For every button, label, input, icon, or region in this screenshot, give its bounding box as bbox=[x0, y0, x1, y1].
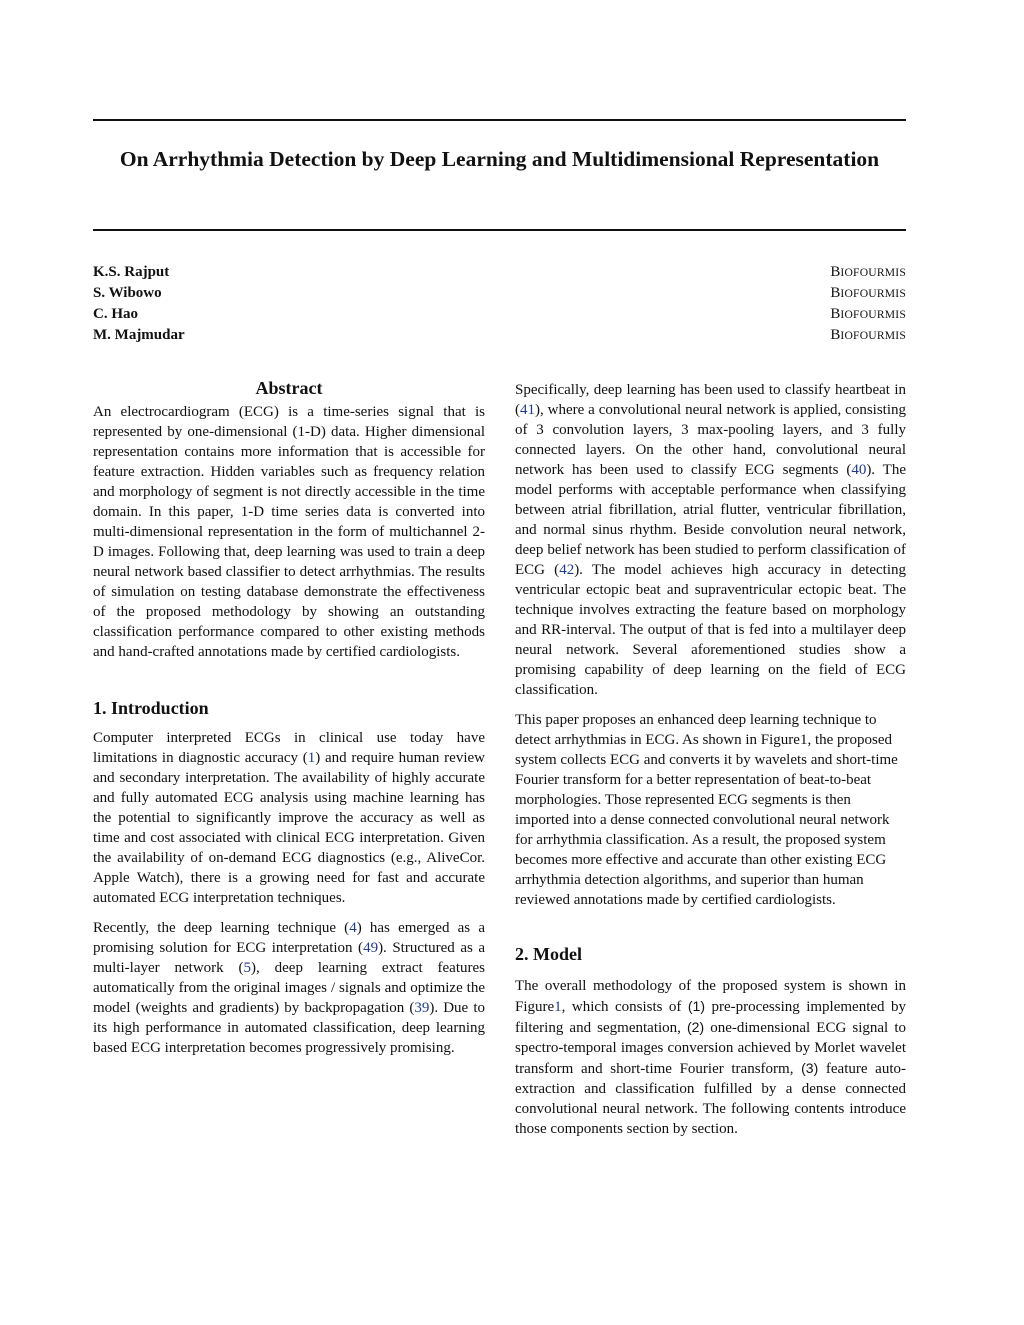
author-affiliation bbox=[830, 325, 906, 346]
citation-link[interactable]: 42 bbox=[559, 562, 575, 578]
citation-link[interactable]: 40 bbox=[851, 462, 867, 478]
author-affiliation bbox=[830, 262, 906, 283]
intro-paragraph-2 bbox=[93, 918, 485, 1058]
right-column bbox=[515, 380, 906, 1139]
author-name: C. Hao bbox=[93, 306, 138, 322]
affiliation-initial: B bbox=[830, 306, 841, 322]
text-run: ). The model performs with acceptable performance when classifying between atrial fibrillation, atrial flutter, ventricular fibrillation, and normal sinus rhythm. Beside convolution neural network, deep belief network has been studied to perform classification of ECG ( bbox=[515, 462, 906, 578]
author-row bbox=[93, 262, 906, 283]
citation-link[interactable]: 39 bbox=[414, 1000, 430, 1016]
model-paragraph bbox=[515, 976, 906, 1139]
text-run: feature auto-extraction and classification fulfilled by a dense connected convolutional neural network. The following contents introduce those components section by section. bbox=[515, 1061, 907, 1137]
citation-link[interactable]: 1 bbox=[307, 750, 316, 766]
affiliation-initial: B bbox=[830, 327, 841, 343]
related-work-paragraph bbox=[515, 380, 906, 700]
enum-marker: (1) bbox=[687, 998, 706, 1014]
text-run: ). Due to its high performance in automated classification, deep learning based ECG interpretation becomes progressively promising. bbox=[93, 1000, 485, 1056]
model-heading: 2. Model bbox=[515, 944, 582, 964]
text-run: pre-processing implemented by filtering and segmentation, bbox=[515, 999, 906, 1036]
introduction-heading: 1. Introduction bbox=[93, 698, 209, 718]
affiliation-rest: IOFOURMIS bbox=[840, 329, 906, 342]
figure-link[interactable]: 1 bbox=[554, 999, 562, 1015]
left-column bbox=[93, 376, 485, 1058]
author-block bbox=[93, 262, 906, 346]
text-run: ) and require human review and secondary interpretation. The availability of highly accurate and fully automated ECG analysis using machine learning has the potential to significantly improve the accuracy as well as time and cost associated with clinical ECG interpretation. Given the availability of on-demand ECG diagnostics (e.g., AliveCor. Apple Watch), there is a growing need for fast and accurate automated ECG interpretation techniques. bbox=[93, 750, 485, 906]
author-row bbox=[93, 283, 906, 304]
text-run: ). Structured as a multi-layer network ( bbox=[93, 940, 485, 976]
author-name: M. Majmudar bbox=[93, 327, 185, 343]
text-run: ), deep learning extract features automatically from the original images / signals and optimize the model (weights and gradients) by backpropagation ( bbox=[93, 960, 485, 1016]
citation-link[interactable]: 41 bbox=[520, 402, 535, 418]
affiliation-rest: IOFOURMIS bbox=[840, 266, 906, 279]
enum-marker: (2) bbox=[687, 1019, 705, 1035]
intro-paragraph-1 bbox=[93, 728, 485, 908]
author-name: S. Wibowo bbox=[93, 285, 162, 301]
top-rule bbox=[93, 119, 906, 121]
author-row bbox=[93, 304, 906, 325]
text-run: one-dimensional ECG signal to spectro-temporal images conversion achieved by Morlet wavelet transform and short-time Fourier transform, bbox=[515, 1020, 906, 1077]
abstract-heading: Abstract bbox=[255, 378, 323, 398]
author-name: K.S. Rajput bbox=[93, 264, 170, 280]
citation-link[interactable]: 5 bbox=[243, 960, 252, 976]
text-run: Computer interpreted ECGs in clinical use today have limitations in diagnostic accuracy ( bbox=[93, 730, 485, 766]
abstract-text: An electrocardiogram (ECG) is a time-series signal that is represented by one-dimensional (1-D) data. Higher dimensional representation contains more information that is accessible for feature extraction. Hidden variables such as frequency relation and morphology of segment is not directly accessible in the time domain. In this paper, 1-D time series data is converted into multi-dimensional representation in the form of multichannel 2-D images. Following that, deep learning was used to train a deep neural network based classifier to detect arrhythmias. The results of simulation on testing database demonstrate the effectiveness of the proposed methodology by showing an outstanding classification performance compared to other existing methods and hand-crafted annotations made by certified cardiologists. bbox=[93, 404, 485, 660]
text-run: ). The model achieves high accuracy in detecting ventricular ectopic beat and supraventricular ectopic beat. The technique involves extracting the feature based on morphology and RR-interval. The output of that is fed into a multilayer deep neural network. Several aforementioned studies show a promising capability of deep learning on the field of ECG classification. bbox=[515, 562, 906, 698]
author-affiliation bbox=[830, 283, 906, 304]
affiliation-initial: B bbox=[830, 264, 841, 280]
affiliation-rest: IOFOURMIS bbox=[840, 308, 906, 321]
affiliation-rest: IOFOURMIS bbox=[840, 287, 906, 300]
bottom-title-rule bbox=[93, 229, 906, 231]
text-run: The overall methodology of the proposed system is shown in Figure bbox=[515, 978, 906, 1015]
proposal-paragraph: This paper proposes an enhanced deep learning technique to detect arrhythmias in ECG. As shown in Figure1, the proposed system collects ECG and converts it by wavelets and short-time Fourier transform for a better representation of beat-to-beat morphologies. Those represented ECG segments is then imported into a dense connected convolutional neural network for arrhythmia classification. As a result, the proposed system becomes more effective and accurate than other existing ECG arrhythmia detection algorithms, and superior than human reviewed annotations made by certified cardiologists. bbox=[515, 712, 898, 908]
citation-link[interactable]: 49 bbox=[363, 940, 379, 956]
citation-link[interactable]: 4 bbox=[349, 920, 357, 936]
enum-marker: (3) bbox=[801, 1060, 819, 1076]
text-run: ) has emerged as a promising solution for ECG interpretation ( bbox=[93, 920, 485, 956]
text-run: , which consists of bbox=[561, 999, 688, 1015]
affiliation-initial: B bbox=[830, 285, 841, 301]
text-run: Specifically, deep learning has been used to classify heartbeat in ( bbox=[515, 382, 906, 418]
text-run: Recently, the deep learning technique ( bbox=[93, 920, 350, 936]
author-affiliation bbox=[830, 304, 906, 325]
author-row bbox=[93, 325, 906, 346]
paper-title: On Arrhythmia Detection by Deep Learning and Multidimensional Representation bbox=[119, 147, 880, 171]
text-run: ), where a convolutional neural network is applied, consisting of 3 convolution layers, 3 max-pooling layers, and 3 fully connected layers. On the other hand, convolutional neural network has been used to classify ECG segments ( bbox=[515, 402, 906, 478]
